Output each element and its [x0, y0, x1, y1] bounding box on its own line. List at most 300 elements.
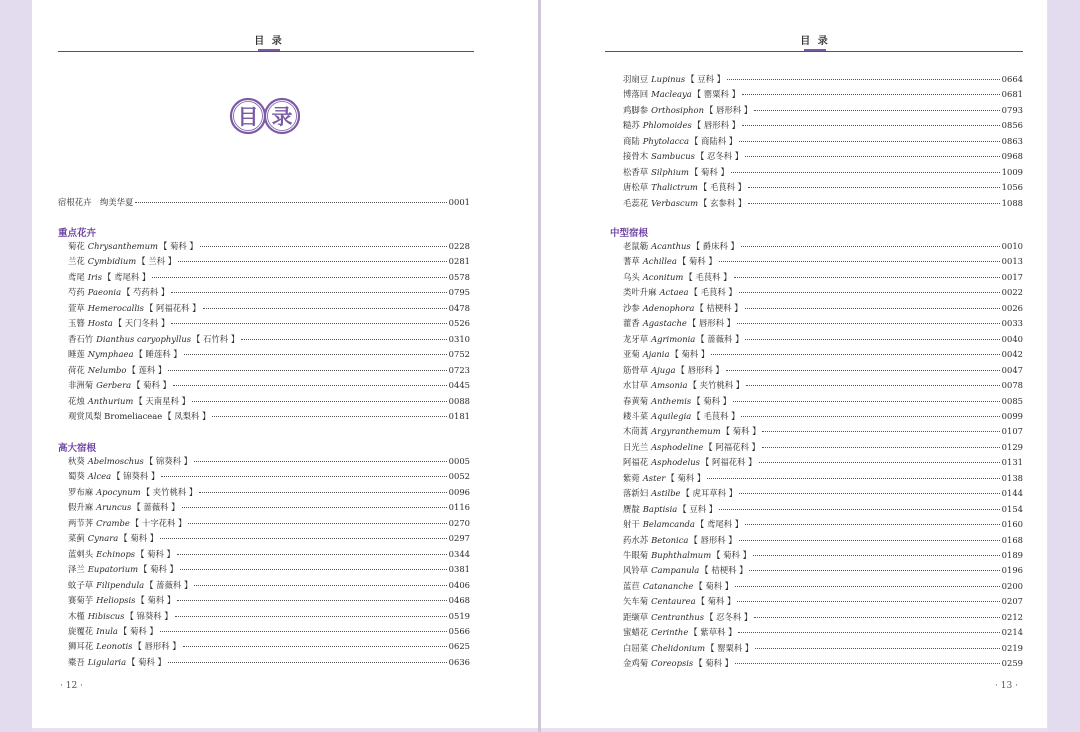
entry-latin-name: Paeonia: [87, 287, 122, 298]
entry-page-number: 0519: [448, 610, 470, 621]
toc-entry[interactable]: [68, 287, 470, 298]
entry-family: 【 毛茛科 】: [692, 410, 740, 421]
toc-entry[interactable]: [623, 658, 1023, 669]
entry-latin-name: Belamcanda: [642, 519, 695, 530]
toc-entry[interactable]: [623, 151, 1023, 162]
entry-page-number: 0085: [1001, 395, 1023, 406]
entry-latin-name: Adenophora: [642, 302, 695, 313]
leader-dots: [762, 431, 999, 432]
toc-entry[interactable]: [623, 612, 1023, 623]
entry-latin-name: Agrimonia: [651, 333, 696, 344]
entry-page-number: 0478: [448, 302, 470, 313]
toc-entry[interactable]: [623, 272, 1023, 283]
entry-family: 【 菊科 】: [677, 256, 717, 267]
entry-page-number: 0212: [1001, 611, 1023, 622]
leader-dots: [168, 662, 447, 663]
entry-page-number: 0116: [448, 502, 470, 513]
entry-page-number: 0047: [1001, 364, 1023, 375]
entry-family: 【 莲科 】: [127, 364, 167, 375]
entry-family: 【 蔷薇科 】: [145, 579, 193, 590]
toc-entry[interactable]: [623, 488, 1023, 499]
entry-page-number: 0096: [448, 486, 470, 497]
leader-dots: [745, 339, 999, 340]
entry-family: 【 夹竹桃科 】: [141, 486, 198, 497]
entry-latin-name: Gerbera: [96, 380, 132, 391]
leader-dots: [241, 339, 446, 340]
toc-entry[interactable]: [68, 471, 470, 482]
entry-page-number: 0214: [1001, 627, 1023, 638]
entry-family: 【 夹竹桃科 】: [688, 380, 745, 391]
section-heading: 重点花卉: [58, 228, 97, 239]
toc-entry[interactable]: [623, 565, 1023, 576]
entry-family: 【 唇形科 】: [133, 641, 181, 652]
entry-latin-name: Phytolacca: [642, 135, 689, 146]
page-number: · 12 ·: [60, 681, 83, 691]
entry-page-number: 0752: [448, 349, 470, 360]
entry-family: 【 芍药科 】: [122, 287, 170, 298]
entry-page-number: 0144: [1001, 488, 1023, 499]
toc-entry[interactable]: [623, 473, 1023, 484]
entry-page-number: 0107: [1001, 426, 1023, 437]
entry-page-number: 0381: [448, 564, 470, 575]
entry-chinese-name: 菊花: [68, 241, 85, 251]
entry-chinese-name: 日光兰: [623, 441, 649, 452]
toc-entry[interactable]: [623, 457, 1023, 468]
entry-chinese-name: 药水苏: [623, 534, 649, 545]
leader-dots: [180, 569, 447, 570]
toc-entry[interactable]: [623, 167, 1023, 178]
entry-latin-name: Chrysanthemum: [87, 241, 158, 251]
toc-entry[interactable]: [623, 89, 1023, 100]
leader-dots: [171, 292, 446, 293]
running-head: 目 录: [785, 32, 845, 52]
entry-family: 【 菊科 】: [666, 472, 706, 483]
leader-dots: [741, 246, 1000, 247]
entry-chinese-name: 萱草: [68, 302, 85, 313]
contents-title-seal: [228, 95, 304, 137]
toc-entry[interactable]: [623, 380, 1023, 391]
leader-dots: [746, 385, 1000, 386]
leader-dots: [719, 261, 1000, 262]
entry-family: 【 罂粟科 】: [706, 642, 754, 653]
leader-dots: [182, 507, 447, 508]
entry-chinese-name: 水甘草: [623, 380, 649, 391]
entry-chinese-name: 旋覆花: [68, 625, 94, 636]
toc-entry[interactable]: [623, 303, 1023, 314]
entry-latin-name: Leonotis: [96, 641, 133, 652]
entry-page-number: 0078: [1001, 380, 1023, 391]
entry-family: 【 菊科 】: [712, 550, 751, 560]
toc-entry[interactable]: [623, 105, 1023, 116]
entry-family: 【 菊科 】: [670, 349, 710, 360]
section-heading: 中型宿根: [610, 228, 649, 239]
entry-family: 【 桔梗科 】: [700, 565, 748, 576]
toc-entry[interactable]: [68, 303, 470, 314]
entry-page-number: 0344: [448, 548, 470, 559]
entry-family: 【 菊科 】: [136, 548, 175, 559]
entry-latin-name: Hemerocallis: [87, 302, 144, 313]
toc-entry[interactable]: [623, 365, 1023, 376]
entry-latin-name: Hibiscus: [87, 610, 125, 621]
entry-chinese-name: 非洲菊: [68, 380, 94, 391]
entry-latin-name: Ligularia: [87, 656, 127, 667]
entry-chinese-name: 赝靛: [623, 503, 640, 514]
entry-chinese-name: 接骨木: [623, 151, 649, 162]
entry-page-number: 0625: [448, 641, 470, 652]
entry-chinese-name: 羽扇豆: [623, 74, 649, 84]
entry-chinese-name: 两节荠: [68, 517, 94, 528]
toc-entry[interactable]: [68, 657, 470, 668]
toc-entry[interactable]: [68, 396, 470, 407]
entry-family: 【 蔷薇科 】: [696, 333, 744, 344]
entry-family: 【 唇形科 】: [704, 104, 753, 115]
entry-latin-name: Macleaya: [651, 89, 692, 100]
leader-dots: [745, 524, 1000, 525]
entry-page-number: 1088: [1001, 197, 1023, 208]
leader-dots: [745, 308, 1000, 309]
entry-page-number: 0259: [1001, 658, 1023, 669]
entry-family: 【 菊科 】: [692, 395, 732, 406]
leader-dots: [748, 187, 1000, 188]
entry-chinese-name: 泽兰: [68, 564, 85, 575]
leader-dots: [737, 601, 999, 602]
entry-page-number: 0578: [448, 271, 470, 282]
toc-entry[interactable]: [623, 535, 1023, 546]
toc-entry[interactable]: [68, 580, 470, 591]
toc-entry[interactable]: [623, 426, 1023, 437]
leader-dots: [731, 172, 1000, 173]
toc-entry[interactable]: [68, 518, 470, 529]
entry-page-number: 0856: [1001, 120, 1023, 131]
entry-page-number: 0001: [448, 197, 470, 207]
leader-dots: [200, 246, 447, 247]
entry-family: 【 菊科 】: [132, 380, 171, 391]
entry-chinese-name: 春黄菊: [623, 395, 649, 406]
toc-entry[interactable]: [68, 641, 470, 652]
svg-text:目: 目: [237, 104, 259, 129]
leader-dots: [175, 616, 447, 617]
entry-chinese-name: 类叶升麻: [623, 287, 657, 298]
leader-dots: [738, 632, 999, 633]
entry-family: 【 菊科 】: [127, 656, 166, 667]
right-page: [541, 0, 1047, 728]
entry-page-number: 0445: [448, 380, 470, 391]
leader-dots: [755, 648, 999, 649]
entry-latin-name: Orthosiphon: [651, 104, 704, 115]
entry-chinese-name: 耧斗菜: [623, 410, 649, 421]
toc-entry[interactable]: [68, 487, 470, 498]
entry-page-number: 0207: [1001, 596, 1023, 607]
entry-chinese-name: 糙苏: [623, 120, 640, 131]
entry-latin-name: Nymphaea: [87, 349, 134, 360]
leader-dots: [194, 461, 447, 462]
toc-entry[interactable]: [623, 396, 1023, 407]
entry-family: 【 忍冬科 】: [695, 151, 744, 162]
entry-page-number: 0099: [1001, 410, 1023, 421]
entry-chinese-name: 假升麻: [68, 502, 94, 513]
entry-latin-name: Verbascum: [651, 197, 699, 208]
entry-page-number: 0968: [1001, 151, 1023, 162]
toc-entry[interactable]: [623, 287, 1023, 298]
toc-entry[interactable]: [68, 626, 470, 637]
entry-family: 【 锦葵科 】: [125, 610, 173, 621]
entry-chinese-name: 蚊子草: [68, 579, 94, 590]
leader-dots: [754, 617, 999, 618]
entry-chinese-name: 秋葵: [68, 456, 85, 466]
entry-chinese-name: 龙牙草: [623, 333, 649, 344]
entry-page-number: 0022: [1001, 287, 1023, 298]
entry-family: 【 忍冬科 】: [705, 611, 753, 622]
toc-entry[interactable]: [623, 504, 1023, 515]
leader-dots: [741, 416, 999, 417]
entry-page-number: 0863: [1001, 135, 1023, 146]
entry-chinese-name: 蜜蜡花: [623, 627, 649, 638]
leader-dots: [735, 586, 1000, 587]
left-margin: [0, 0, 32, 732]
entry-chinese-name: 罗布麻: [68, 486, 94, 497]
entry-page-number: 0189: [1001, 550, 1023, 560]
leader-dots: [177, 554, 447, 555]
entry-chinese-name: 阿福花: [623, 457, 649, 468]
entry-page-number: 0297: [448, 533, 470, 544]
leader-dots: [754, 110, 1000, 111]
entry-family: 【 罂粟科 】: [692, 89, 740, 100]
toc-entry[interactable]: [623, 198, 1023, 209]
leader-dots: [739, 493, 1000, 494]
entry-chinese-name: 藿香: [623, 318, 640, 329]
entry-page-number: 0793: [1001, 104, 1023, 115]
toc-entry[interactable]: [623, 442, 1023, 453]
entry-latin-name: Aster: [642, 472, 666, 483]
entry-page-number: 0010: [1001, 241, 1023, 251]
leader-dots: [742, 125, 1000, 126]
entry-chinese-name: 狮耳花: [68, 641, 94, 652]
leader-dots: [749, 570, 999, 571]
toc-entry[interactable]: [623, 643, 1023, 654]
toc-entry[interactable]: [68, 241, 470, 252]
toc-entry[interactable]: [623, 596, 1023, 607]
page-number: · 13 ·: [995, 681, 1018, 691]
entry-latin-name: Echinops: [96, 548, 136, 559]
leader-dots: [726, 370, 1000, 371]
toc-entry[interactable]: [58, 197, 470, 208]
left-page: [32, 0, 538, 728]
entry-family: 【 唇形科 】: [689, 534, 737, 545]
entry-latin-name: Inula: [96, 625, 118, 636]
entry-latin-name: Actaea: [659, 287, 689, 298]
entry-page-number: 0129: [1001, 441, 1023, 452]
entry-family: 【 凤梨科 】: [163, 410, 211, 421]
entry-chinese-name: 松香草: [623, 166, 649, 177]
entry-latin-name: Abelmoschus: [87, 456, 144, 466]
entry-chinese-name: 牛眼菊: [623, 550, 649, 560]
leader-dots: [735, 663, 1000, 664]
toc-entry[interactable]: [623, 318, 1023, 329]
entry-page-number: 0681: [1001, 89, 1023, 100]
entry-page-number: 0281: [448, 256, 470, 267]
toc-entry[interactable]: [68, 502, 470, 513]
entry-latin-name: Lupinus: [651, 74, 686, 84]
toc-entry[interactable]: [623, 519, 1023, 530]
entry-page-number: 1009: [1001, 166, 1023, 177]
entry-chinese-name: 筋骨草: [623, 364, 649, 375]
toc-entry[interactable]: [68, 349, 470, 360]
entry-latin-name: Baptisia: [642, 503, 678, 514]
entry-family: 【 毛茛科 】: [689, 287, 737, 298]
toc-entry[interactable]: [68, 380, 470, 391]
toc-entry[interactable]: [623, 241, 1023, 252]
toc-entry[interactable]: [68, 533, 470, 544]
entry-family: 【 毛茛科 】: [698, 182, 747, 193]
toc-entry[interactable]: [623, 349, 1023, 360]
leader-dots: [135, 202, 446, 203]
entry-page-number: 0026: [1001, 302, 1023, 313]
toc-entry[interactable]: [623, 256, 1023, 267]
entry-chinese-name: 老鼠簕: [623, 241, 649, 251]
toc-entry[interactable]: [68, 272, 470, 283]
toc-entry[interactable]: [68, 595, 470, 606]
entry-latin-name: Apocynum: [96, 486, 141, 497]
entry-page-number: 0005: [448, 456, 470, 466]
entry-latin-name: Silphium: [651, 166, 689, 177]
entry-chinese-name: 射干: [623, 519, 640, 530]
entry-family: 【 豆科 】: [686, 74, 726, 84]
entry-chinese-name: 鸢尾: [68, 271, 85, 282]
toc-entry[interactable]: [623, 627, 1023, 638]
entry-chinese-name: 木槿: [68, 610, 85, 621]
toc-entry[interactable]: [68, 611, 470, 622]
entry-chinese-name: 睡莲: [68, 349, 85, 360]
entry-chinese-name: 博落回: [623, 89, 649, 100]
entry-latin-name: Asphodeline: [651, 441, 704, 452]
entry-latin-name: Amsonia: [651, 380, 688, 391]
toc-entry[interactable]: [623, 334, 1023, 345]
entry-latin-name: Cynara: [87, 533, 119, 544]
entry-page-number: 0200: [1001, 580, 1023, 591]
entry-latin-name: Chelidonium: [651, 642, 706, 653]
entry-chinese-name: 香石竹: [68, 333, 94, 344]
entry-page-number: 0310: [448, 333, 470, 344]
entry-family: 【 菊科 】: [139, 564, 178, 575]
entry-family: 【 睡莲科 】: [134, 349, 182, 360]
entry-latin-name: Acanthus: [651, 241, 691, 251]
entry-family: 【 兰科 】: [137, 256, 177, 267]
toc-entry[interactable]: [68, 456, 470, 467]
entry-chinese-name: 蜀葵: [68, 471, 85, 482]
entry-family: 【 十字花科 】: [130, 517, 187, 528]
toc-entry[interactable]: [68, 365, 470, 376]
entry-page-number: 0088: [448, 395, 470, 406]
leader-dots: [152, 277, 446, 278]
toc-entry[interactable]: [623, 581, 1023, 592]
leader-dots: [212, 416, 446, 417]
header-rule: [58, 51, 474, 52]
toc-entry[interactable]: [68, 256, 470, 267]
leader-dots: [168, 370, 446, 371]
section-heading: 高大宿根: [58, 443, 97, 454]
entry-chinese-name: 鸡脚参: [623, 104, 649, 115]
leader-dots: [178, 261, 447, 262]
entry-page-number: 0131: [1001, 457, 1023, 468]
entry-latin-name: Anthurium: [87, 395, 134, 406]
entry-latin-name: Ajuga: [651, 364, 676, 375]
toc-entry[interactable]: [623, 136, 1023, 147]
leader-dots: [719, 509, 1000, 510]
leader-dots: [759, 462, 1000, 463]
entry-latin-name: Buphthalmum: [651, 550, 712, 560]
entry-chinese-name: 落新妇: [623, 488, 649, 499]
toc-entry[interactable]: [623, 74, 1023, 85]
entry-page-number: 0138: [1001, 472, 1023, 483]
entry-latin-name: Agastache: [642, 318, 687, 329]
entry-family: 【 蔷薇科 】: [132, 502, 180, 513]
entry-family: 【 唇形科 】: [692, 120, 740, 131]
entry-latin-name: Sambucus: [651, 151, 695, 162]
entry-latin-name: Asphodelus: [651, 457, 700, 468]
svg-text:录: 录: [271, 104, 293, 129]
entry-page-number: 0270: [448, 517, 470, 528]
entry-chinese-name: 木茼蒿: [623, 426, 649, 437]
entry-family: 【 紫草科 】: [689, 627, 737, 638]
entry-chinese-name: 玉簪: [68, 318, 85, 329]
entry-page-number: 0042: [1001, 349, 1023, 360]
entry-family: 【 唇形科 】: [676, 364, 724, 375]
toc-entry[interactable]: [623, 411, 1023, 422]
leader-dots: [734, 277, 1000, 278]
toc-entry[interactable]: [68, 564, 470, 575]
entry-chinese-name: 乌头: [623, 271, 640, 282]
toc-entry[interactable]: [68, 411, 470, 422]
entry-chinese-name: 兰花: [68, 256, 85, 267]
entry-page-number: 0723: [448, 364, 470, 375]
toc-entry[interactable]: [623, 550, 1023, 561]
leader-dots: [762, 447, 1000, 448]
entry-family: 【 菊科 】: [136, 595, 176, 606]
entry-latin-name: Iris: [87, 271, 103, 282]
entry-chinese-name: 花烛: [68, 395, 85, 406]
entry-latin-name: Cerinthe: [651, 627, 689, 638]
entry-family: 【 石竹科 】: [192, 333, 240, 344]
entry-page-number: 0664: [1001, 74, 1023, 84]
entry-latin-name: Aconitum: [642, 271, 684, 282]
entry-chinese-name: 赛菊芋: [68, 595, 94, 606]
entry-latin-name: Cymbidium: [87, 256, 137, 267]
toc-entry[interactable]: [68, 318, 470, 329]
leader-dots: [177, 600, 446, 601]
entry-latin-name: Aquilegia: [651, 410, 692, 421]
toc-entry[interactable]: [623, 120, 1023, 131]
entry-latin-name: Coreopsis: [651, 658, 694, 669]
toc-entry[interactable]: [623, 182, 1023, 193]
header-rule: [605, 51, 1023, 52]
toc-entry[interactable]: [68, 334, 470, 345]
running-head: 目 录: [239, 32, 299, 52]
entry-latin-name: Thalictrum: [651, 182, 698, 193]
entry-latin-name: Heliopsis: [96, 595, 136, 606]
entry-page-number: 0636: [448, 656, 470, 667]
entry-chinese-name: 距缬草: [623, 611, 649, 622]
entry-latin-name: Centranthus: [651, 611, 705, 622]
entry-family: 【 菊科 】: [690, 166, 729, 177]
entry-chinese-name: 亚菊: [623, 349, 640, 360]
entry-latin-name: Nelumbo: [87, 364, 127, 375]
entry-latin-name: Phlomoides: [642, 120, 692, 131]
leader-dots: [748, 203, 999, 204]
entry-family: 【 菊科 】: [118, 625, 158, 636]
toc-entry[interactable]: [68, 549, 470, 560]
leader-dots: [203, 308, 447, 309]
entry-family: 【 菊科 】: [696, 596, 736, 607]
